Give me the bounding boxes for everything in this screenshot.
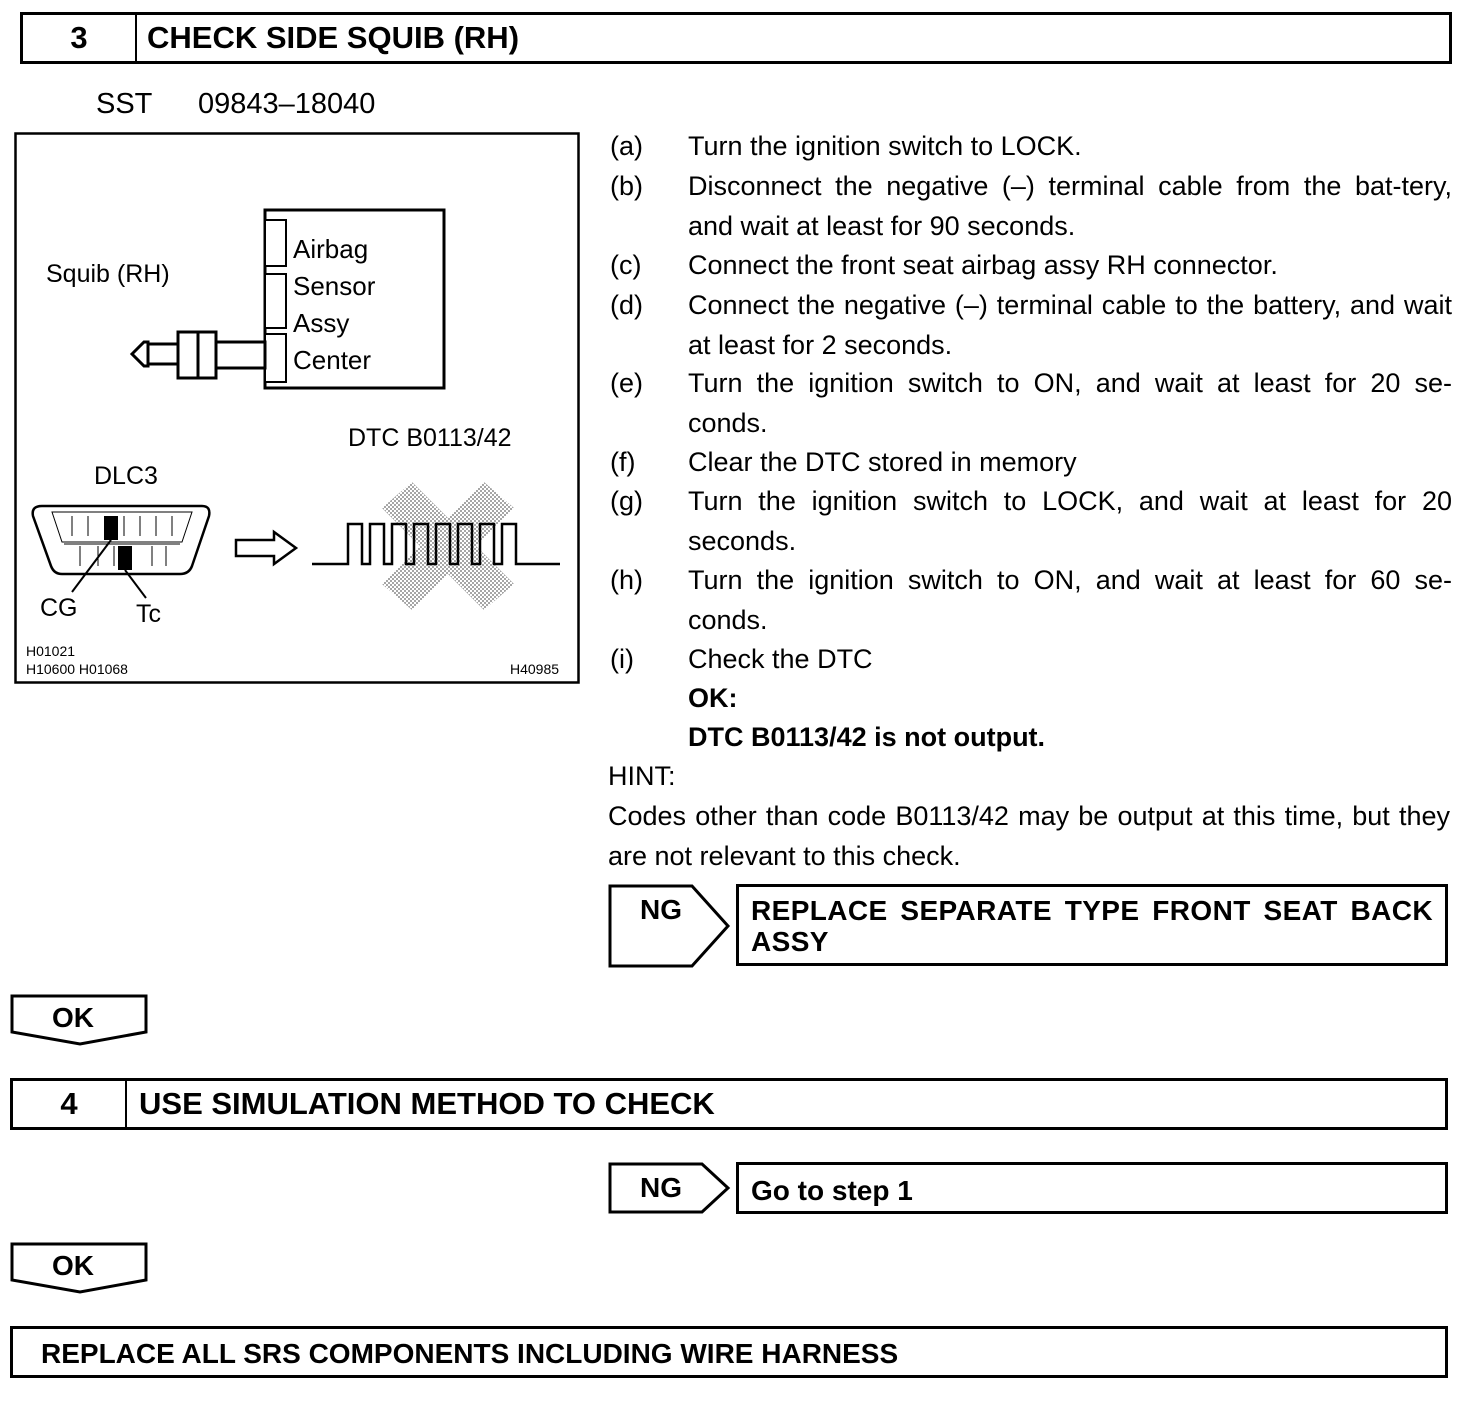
final-action-box <box>10 1326 1448 1378</box>
sensor-pin-1 <box>265 220 286 266</box>
ok-result-text: DTC B0113/42 is not output. <box>688 722 1046 752</box>
figure-code-3: H40985 <box>510 661 560 677</box>
sensor-text-2: Sensor <box>293 271 376 301</box>
cg-label: CG <box>40 594 78 622</box>
figure-svg <box>14 132 580 684</box>
final-action-text: REPLACE ALL SRS COMPONENTS INCLUDING WIRE HARNESS <box>41 1338 899 1369</box>
sensor-text-3: Assy <box>293 308 350 338</box>
ok-label-2: OK <box>52 1250 94 1281</box>
connector-half-1 <box>178 332 198 378</box>
step-number: 4 <box>13 1081 127 1127</box>
figure-code-1: H01021 <box>26 643 76 659</box>
sst-label: SST <box>96 88 153 120</box>
squib-label: Squib (RH) <box>46 260 170 288</box>
sensor-text-1: Airbag <box>293 234 369 264</box>
ng-action-text-1: REPLACE SEPARATE TYPE FRONT SEAT BACK ASSY <box>751 895 1433 957</box>
ok-label-1: OK <box>52 1002 94 1033</box>
tc-label: Tc <box>136 600 161 628</box>
step-3-header <box>20 12 1452 64</box>
connector-half-2 <box>198 332 216 378</box>
dlc-label: DLC3 <box>94 462 158 490</box>
ng-label-2: NG <box>640 1172 682 1203</box>
ok-heading: OK: <box>688 683 738 713</box>
ng-label-1: NG <box>640 894 682 925</box>
step-title: CHECK SIDE SQUIB (RH) <box>147 20 520 55</box>
squib-wire <box>216 342 265 368</box>
ng-action-box-1 <box>736 884 1448 966</box>
figure-code-2: H10600 H01068 <box>26 661 128 677</box>
step-number: 3 <box>23 15 137 61</box>
cg-pin <box>104 516 118 540</box>
sensor-pin-3 <box>265 334 286 382</box>
ng-action-text-2: Go to step 1 <box>751 1175 913 1206</box>
tc-pin <box>118 546 132 570</box>
sensor-pin-2 <box>265 274 286 328</box>
wiring-figure <box>14 132 580 684</box>
ng-action-box-2 <box>736 1162 1448 1214</box>
step-title: USE SIMULATION METHOD TO CHECK <box>139 1086 715 1121</box>
hint-text: Codes other than code B0113/42 may be output at this time, but they are not relevant to this check. <box>608 801 1450 871</box>
sst-value: 09843–18040 <box>198 88 376 120</box>
squib-body <box>148 344 178 364</box>
hint-heading: HINT: <box>608 761 676 791</box>
dtc-label: DTC B0113/42 <box>348 424 512 452</box>
step-4-header <box>10 1078 1448 1130</box>
sensor-text-4: Center <box>293 345 372 375</box>
